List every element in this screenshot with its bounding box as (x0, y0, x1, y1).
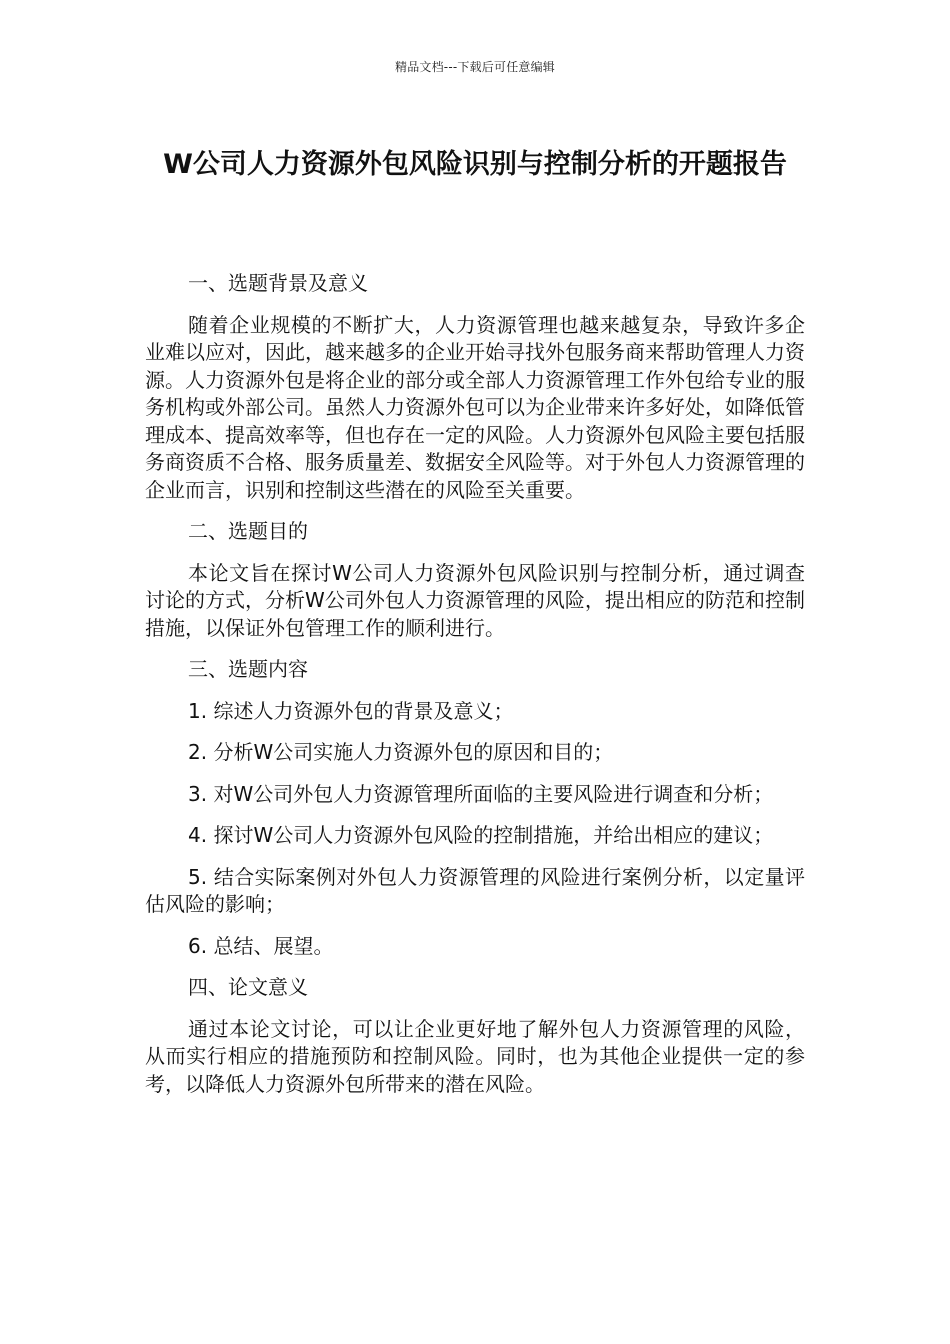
section-heading-content: 三、选题内容 (188, 657, 308, 681)
section-heading-purpose: 二、选题目的 (188, 519, 308, 543)
section-heading-significance: 四、论文意义 (188, 975, 308, 999)
header-note: 精品文档---下载后可任意编辑 (395, 60, 555, 74)
content-list-item: 1. 综述人力资源外包的背景及意义； (188, 698, 514, 723)
content-list-item: 2. 分析W公司实施人力资源外包的原因和目的； (188, 740, 614, 764)
content-list-item: 3. 对W公司外包人力资源管理所面临的主要风险进行调查和分析； (188, 781, 774, 806)
content-list-item: 4. 探讨W公司人力资源外包风险的控制措施，并给出相应的建议； (188, 823, 774, 847)
section-paragraph-background: 随着企业规模的不断扩大，人力资源管理也越来越复杂，导致许多企业难以应对，因此，越来越多的企业开始寻找外包服务商来帮助管理人力资源。人力资源外包是将企业的部分或全部人力资源管理工作外包给专业的服务机构或外部公司。虽然人力资源外包可以为企业带来许多好处，如降低管理成本、提高效率等，但也存在一定的风险。人力资源外包风险主要包括服务商资质不合格、服务质量差、数据安全风险等。对于外包人力资源管理的企业而言，识别和控制这些潜在的风险至关重要。 (145, 312, 805, 502)
section-paragraph-purpose: 本论文旨在探讨W公司人力资源外包风险识别与控制分析，通过调查讨论的方式，分析W公司外包人力资源管理的风险，提出相应的防范和控制措施，以保证外包管理工作的顺利进行。 (145, 560, 805, 640)
content-list-item: 5. 结合实际案例对外包人力资源管理的风险进行案例分析，以定量评估风险的影响； (145, 864, 805, 916)
section-heading-background: 一、选题背景及意义 (188, 271, 368, 295)
document-title: W公司人力资源外包风险识别与控制分析的开题报告 (163, 149, 787, 180)
section-paragraph-significance: 通过本论文讨论，可以让企业更好地了解外包人力资源管理的风险，从而实行相应的措施预防和控制风险。同时，也为其他企业提供一定的参考，以降低人力资源外包所带来的潜在风险。 (145, 1016, 805, 1096)
document-body (145, 270, 805, 1112)
content-list-item: 6. 总结、展望。 (188, 933, 334, 958)
